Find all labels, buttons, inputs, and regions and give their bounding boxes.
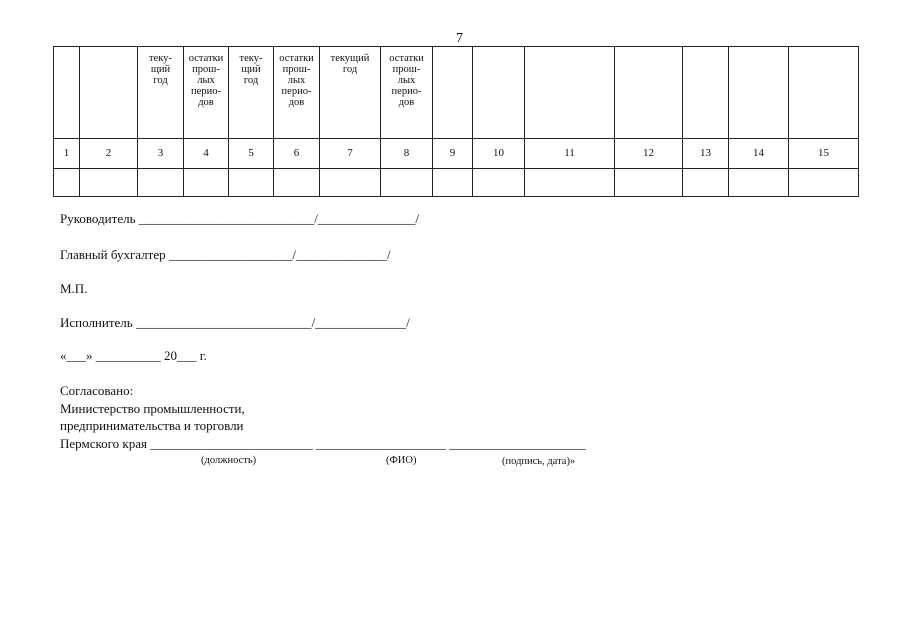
column-number-cell: 2 [80, 139, 138, 169]
head-signature-line: Руководитель ___________________________/_______________/ [60, 211, 419, 226]
column-number-cell: 4 [184, 139, 229, 169]
header-cell [381, 47, 433, 139]
data-cell [789, 169, 859, 197]
data-cell [229, 169, 274, 197]
column-number-cell: 7 [320, 139, 381, 169]
header-cell-text: остатки прош- лых перио- дов [279, 53, 314, 108]
data-cell [683, 169, 729, 197]
caption-position: (должность) [201, 455, 257, 466]
header-cell [525, 47, 615, 139]
header-cell-text: теку- щий год [149, 53, 172, 86]
header-cell [184, 47, 229, 139]
column-number-cell: 1 [54, 139, 80, 169]
header-cell [729, 47, 789, 139]
header-cell-text: остатки прош- лых перио- дов [188, 53, 224, 108]
column-number-cell: 13 [683, 139, 729, 169]
data-cell [615, 169, 683, 197]
header-cell-text: текущий год [330, 53, 370, 75]
column-number-cell: 5 [229, 139, 274, 169]
header-cell [473, 47, 525, 139]
column-number-cell: 10 [473, 139, 525, 169]
stamp-placeholder: М.П. [60, 281, 88, 296]
header-cell [789, 47, 859, 139]
report-table [53, 46, 859, 197]
data-cell [184, 169, 229, 197]
approval-title: Согласовано: [60, 383, 134, 398]
header-cell [54, 47, 80, 139]
approval-ministry-line2: предпринимательства и торговли [60, 418, 244, 433]
approval-block [60, 382, 586, 452]
header-cell-text: остатки прош- лых перио- дов [389, 53, 424, 108]
table-number-row [54, 139, 859, 169]
header-cell [320, 47, 381, 139]
data-cell [381, 169, 433, 197]
executor-signature-line: Исполнитель ___________________________/______________/ [60, 315, 410, 330]
column-number-cell: 12 [615, 139, 683, 169]
column-number-cell: 15 [789, 139, 859, 169]
header-cell [229, 47, 274, 139]
table-empty-row [54, 169, 859, 197]
chief-accountant-signature-line: Главный бухгалтер ___________________/______________/ [60, 247, 391, 262]
header-cell [433, 47, 473, 139]
data-cell [729, 169, 789, 197]
column-number-cell: 14 [729, 139, 789, 169]
header-cell [80, 47, 138, 139]
approval-ministry-line1: Министерство промышленности, [60, 400, 245, 416]
data-cell [525, 169, 615, 197]
data-cell [274, 169, 320, 197]
caption-name: (ФИО) [386, 455, 417, 466]
caption-signature: (подпись, дата)» [502, 456, 576, 467]
data-cell [54, 169, 80, 197]
data-cell [433, 169, 473, 197]
header-cell [138, 47, 184, 139]
page-number: 7 [456, 31, 463, 46]
header-cell [683, 47, 729, 139]
data-cell [320, 169, 381, 197]
column-number-cell: 6 [274, 139, 320, 169]
header-cell [274, 47, 320, 139]
data-cell [80, 169, 138, 197]
column-number-cell: 11 [525, 139, 615, 169]
column-number-cell: 3 [138, 139, 184, 169]
table-header-row [54, 47, 859, 139]
header-cell [615, 47, 683, 139]
data-cell [473, 169, 525, 197]
data-cell [138, 169, 184, 197]
column-number-cell: 9 [433, 139, 473, 169]
date-line: «___» __________ 20___ г. [60, 348, 207, 363]
approval-ministry-line3: Пермского края _________________________ ____________________ _____________________ [60, 435, 586, 451]
column-number-cell: 8 [381, 139, 433, 169]
header-cell-text: теку- щий год [239, 53, 263, 86]
